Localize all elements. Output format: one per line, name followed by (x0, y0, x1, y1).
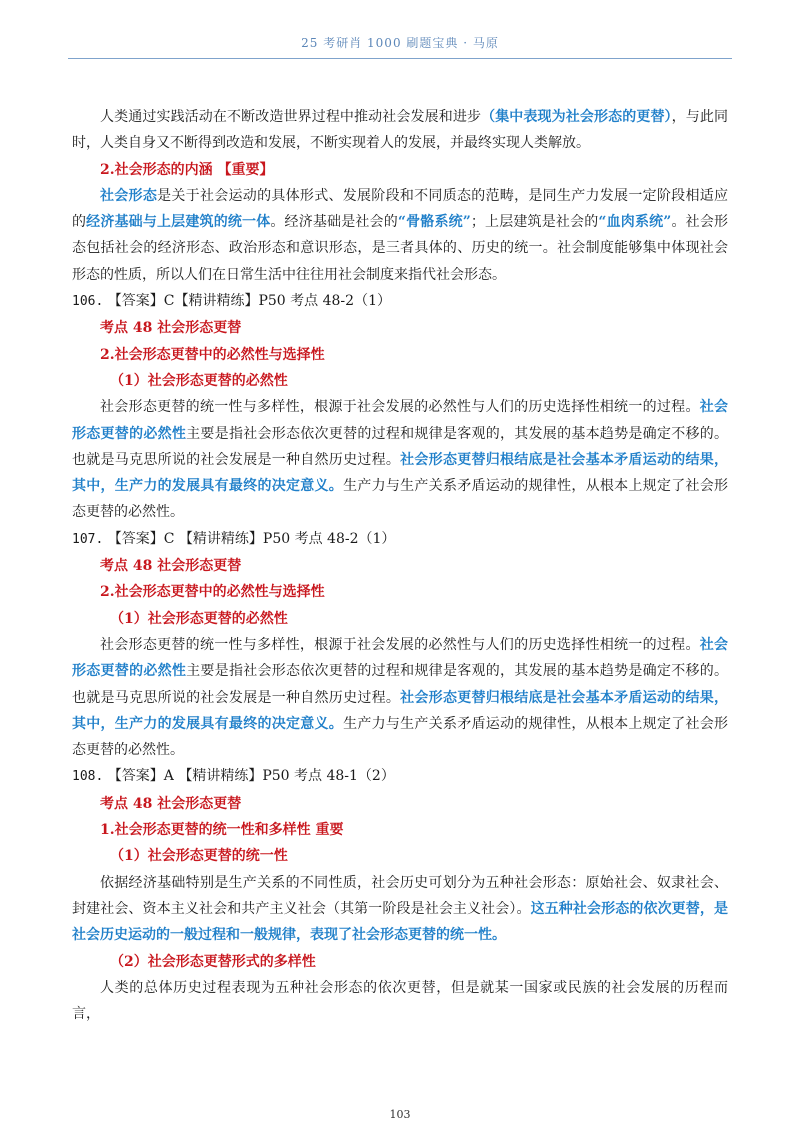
answer-line-108: 108. 【答案】A 【精讲精练】P50 考点 48-1（2） (72, 768, 395, 785)
sub-heading-106: （1）社会形态更替的必然性 (110, 372, 288, 389)
sub-heading-107: （1）社会形态更替的必然性 (110, 610, 288, 627)
section-heading-107: 2.社会形态更替中的必然性与选择性 (100, 584, 325, 601)
explanation-106: 社会形态更替的统一性与多样性，根源于社会发展的必然性与人们的历史选择性相统一的过程。社会形态更替的必然性主要是指社会形态依次更替的过程和规律是客观的，其发展的基本趋势是确定不移的。也就是马克思所说的社会发展是一种自然历史过程。社会形态更替归根结底是社会基本矛盾运动的结果，其中，生产力的发展具有最终的决定意义。生产力与生产关系矛盾运动的规律性，从根本上规定了社会形态更替的必然性。 (72, 399, 729, 521)
page-number: 103 (389, 1108, 411, 1121)
explanation-107: 社会形态更替的统一性与多样性，根源于社会发展的必然性与人们的历史选择性相统一的过程。社会形态更替的必然性主要是指社会形态依次更替的过程和规律是客观的，其发展的基本趋势是确定不移的。也就是马克思所说的社会发展是一种自然历史过程。社会形态更替归根结底是社会基本矛盾运动的结果，其中，生产力的发展具有最终的决定意义。生产力与生产关系矛盾运动的规律性，从根本上规定了社会形态更替的必然性。 (72, 636, 729, 759)
section-heading-108: 1.社会形态更替的统一性和多样性 重要 (100, 822, 344, 839)
kaodian-106: 考点 48 社会形态更替 (100, 320, 242, 337)
kaodian-107: 考点 48 社会形态更替 (100, 558, 242, 575)
sub-heading-108-1: （1）社会形态更替的统一性 (110, 848, 288, 865)
sub-heading-108-2: （2）社会形态更替形式的多样性 (110, 953, 316, 970)
page-content (72, 104, 728, 1027)
section-heading-106: 2.社会形态更替中的必然性与选择性 (100, 346, 325, 363)
kaodian-108: 考点 48 社会形态更替 (100, 795, 242, 812)
answer-line-106: 106. 【答案】C【精讲精练】P50 考点 48-2（1） (72, 293, 391, 310)
intro-heading: 2.社会形态的内涵 【重要】 (100, 161, 274, 178)
intro-paragraph-2: 社会形态是关于社会运动的具体形式、发展阶段和不同质态的范畴，是同生产力发展一定阶段相适应的经济基础与上层建筑的统一体。经济基础是社会的“骨骼系统”；上层建筑是社会的“血肉系统”。社会形态包括社会的经济形态、政治形态和意识形态，是三者具体的、历史的统一。社会制度能够集中体现社会形态的性质，所以人们在日常生活中往往用社会制度来指代社会形态。 (72, 187, 729, 283)
header-rule (68, 58, 732, 59)
answer-line-107: 107. 【答案】C 【精讲精练】P50 考点 48-2（1） (72, 530, 396, 547)
page-header: 25 考研肖 1000 刷题宝典 · 马原 (301, 36, 499, 50)
explanation-108-1: 依据经济基础特别是生产关系的不同性质，社会历史可划分为五种社会形态：原始社会、奴隶社会、封建社会、资本主义社会和共产主义社会（其第一阶段是社会主义社会）。这五种社会形态的依次更替，是社会历史运动的一般过程和一般规律，表现了社会形态更替的统一性。 (72, 874, 729, 944)
intro-paragraph-1: 人类通过实践活动在不断改造世界过程中推动社会发展和进步（集中表现为社会形态的更替），与此同时，人类自身又不断得到改造和发展，不断实现着人的发展，并最终实现人类解放。 (72, 109, 729, 152)
explanation-108-2: 人类的总体历史过程表现为五种社会形态的依次更替，但是就某一国家或民族的社会发展的历程而言， (72, 979, 728, 1023)
